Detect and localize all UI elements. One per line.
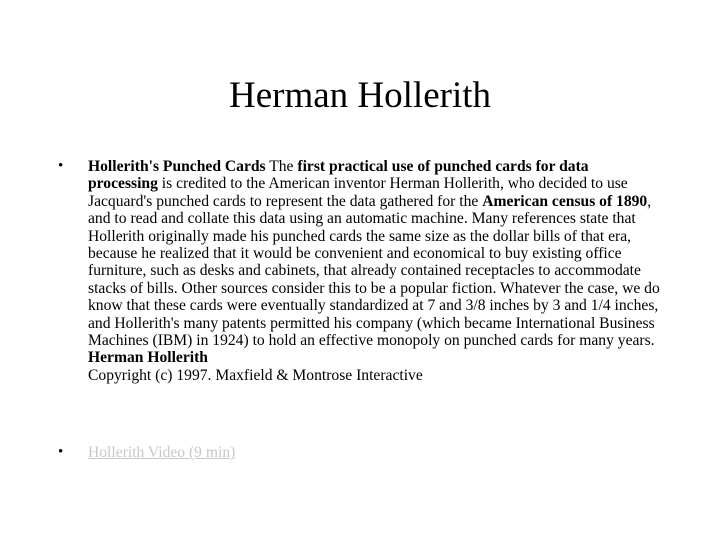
- video-link[interactable]: Hollerith Video (9 min): [88, 444, 236, 461]
- body-text-c: , and to read and collate this data using an automatic machine. Many references state that Hollerith originally made his punched cards the same size as the dollar bills of that era, because he realized that it would be convenient and economical to buy existing office furniture, such as desks and cabinets, that already contained receptacles to accommodate stacks of bills. Other sources consider this to be a popular fiction. Whatever the case, we do know that these cards were eventually standardized at 7 and 3/8 inches by 3 and 1/4 inches, and Hollerith's many patents permitted his company (which became International Business Machines (IBM) in 1924) to hold an effective monopoly on punched cards for many years.: [88, 192, 660, 350]
- body-text-a: The: [265, 158, 298, 175]
- bullet-marker: •: [58, 158, 64, 174]
- item-heading: Hollerith's Punched Cards: [88, 158, 266, 175]
- bold-census: American census of 1890: [482, 192, 648, 210]
- bullet-item-video: [88, 444, 660, 461]
- bold-phrase: first practical use of punched cards for data processing: [88, 158, 589, 193]
- caption-name: Herman Hollerith: [88, 349, 208, 367]
- slide-title: Herman Hollerith: [229, 75, 491, 116]
- bullet-item-punched-cards: [88, 158, 660, 384]
- bullet-marker: •: [58, 444, 64, 460]
- copyright-text: Copyright (c) 1997. Maxfield & Montrose Interactive: [88, 366, 423, 384]
- body-paragraph: [88, 158, 660, 349]
- body-text-b: is credited to the American inventor Herman Hollerith, who decided to use Jacquard's punched cards to represent the data gathered for the: [88, 175, 628, 210]
